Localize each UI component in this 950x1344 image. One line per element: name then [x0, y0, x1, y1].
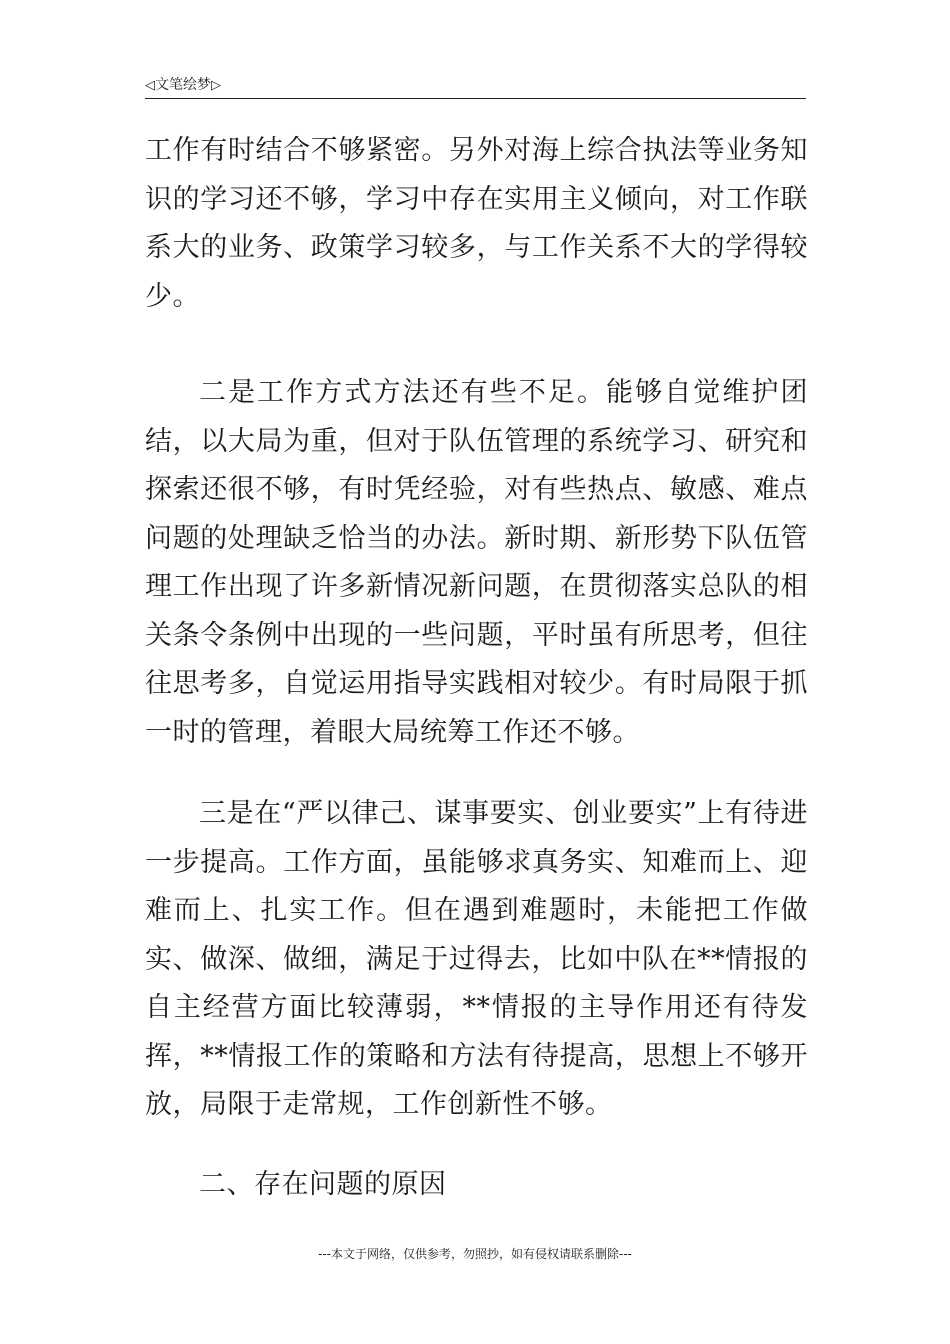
paragraph-2: 二是工作方式方法还有些不足。能够自觉维护团结，以大局为重，但对于队伍管理的系统学习、研究和探索还很不够，有时凭经验，对有些热点、敏感、难点问题的处理缺乏恰当的办法。新时期、新形势下队伍管理工作出现了许多新情况新问题，在贯彻落实总队的相关条令条例中出现的一些问题，平时虽有所思考，但往往思考多，自觉运用指导实践相对较少。有时局限于抓一时的管理，着眼大局统筹工作还不够。: [145, 377, 808, 748]
right-triangle-icon: ▷: [211, 78, 221, 93]
paragraph-3: 三是在“严以律己、谋事要实、创业要实”上有待进一步提高。工作方面，虽能够求真务实、知难而上、迎难而上、扎实工作。但在遇到难题时，未能把工作做实、做深、做细，满足于过得去，比如中队在**情报的自主经营方面比较薄弱，**情报的主导作用还有待发挥，**情报工作的策略和方法有待提高，思想上不够开放，局限于走常规，工作创新性不够。: [145, 798, 808, 1120]
paragraph-1: 工作有时结合不够紧密。另外对海上综合执法等业务知识的学习还不够，学习中存在实用主义倾向，对工作联系大的业务、政策学习较多，与工作关系不大的学得较少。: [145, 135, 808, 312]
left-triangle-icon: ◁: [145, 78, 155, 93]
paragraph-block-2: [145, 369, 808, 757]
paragraph-block-3: [145, 790, 808, 1130]
paragraph-continuation: [145, 127, 808, 321]
section-heading: 二、存在问题的原因: [199, 1169, 447, 1200]
page-header: [145, 72, 806, 99]
page-footer: ---本文于网络，仅供参考，勿照抄，如有侵权请联系删除---: [318, 1247, 632, 1261]
header-title-group: [145, 74, 221, 94]
section-heading-block: [145, 1161, 808, 1210]
header-title: 文笔绘梦: [155, 77, 211, 93]
